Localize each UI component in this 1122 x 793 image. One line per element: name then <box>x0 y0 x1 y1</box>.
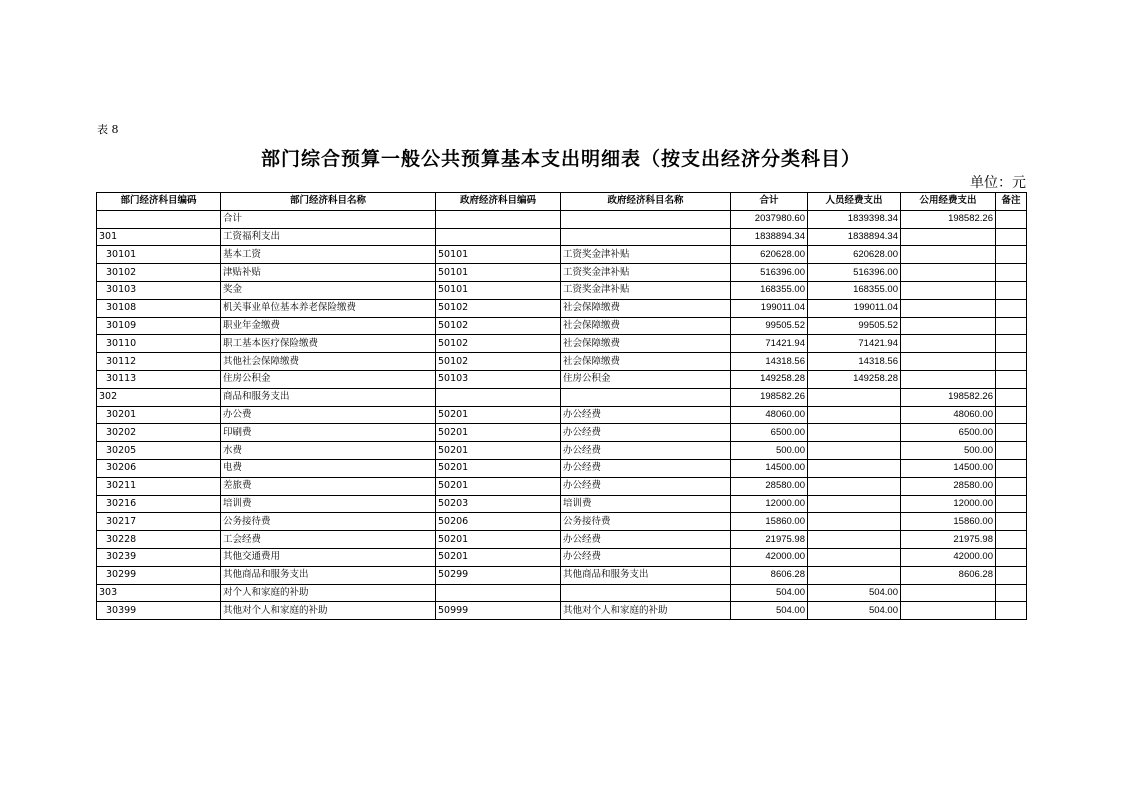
header-gov-code: 政府经济科目编码 <box>436 193 561 211</box>
cell-gov-code: 50101 <box>436 246 561 264</box>
cell-gov-name: 培训费 <box>561 495 731 513</box>
cell-public <box>901 299 996 317</box>
cell-note <box>996 317 1027 335</box>
cell-note <box>996 228 1027 246</box>
cell-personnel <box>808 406 901 424</box>
cell-dept-code: 30399 <box>97 602 221 620</box>
table-row <box>97 299 1027 317</box>
cell-dept-name: 合计 <box>221 210 436 228</box>
cell-total: 28580.00 <box>731 477 808 495</box>
cell-personnel: 1838894.34 <box>808 228 901 246</box>
cell-total: 21975.98 <box>731 531 808 549</box>
table-row <box>97 459 1027 477</box>
unit-label: 单位：元 <box>970 175 1026 191</box>
cell-dept-name: 公务接待费 <box>221 513 436 531</box>
cell-dept-code: 301 <box>97 228 221 246</box>
cell-total: 500.00 <box>731 442 808 460</box>
cell-gov-code: 50299 <box>436 566 561 584</box>
cell-gov-code <box>436 388 561 406</box>
table-row <box>97 317 1027 335</box>
cell-personnel: 620628.00 <box>808 246 901 264</box>
header-note: 备注 <box>996 193 1027 211</box>
table-row <box>97 495 1027 513</box>
cell-personnel <box>808 442 901 460</box>
cell-gov-code: 50201 <box>436 548 561 566</box>
cell-dept-name: 职工基本医疗保险缴费 <box>221 335 436 353</box>
cell-note <box>996 477 1027 495</box>
cell-dept-code: 30113 <box>97 370 221 388</box>
cell-gov-name: 办公经费 <box>561 424 731 442</box>
cell-gov-name: 工资奖金津补贴 <box>561 264 731 282</box>
cell-gov-code: 50203 <box>436 495 561 513</box>
cell-total: 504.00 <box>731 602 808 620</box>
table-row <box>97 584 1027 602</box>
cell-gov-name: 其他对个人和家庭的补助 <box>561 602 731 620</box>
cell-public: 28580.00 <box>901 477 996 495</box>
cell-public <box>901 246 996 264</box>
cell-personnel: 99505.52 <box>808 317 901 335</box>
cell-total: 1838894.34 <box>731 228 808 246</box>
cell-total: 42000.00 <box>731 548 808 566</box>
cell-public: 198582.26 <box>901 210 996 228</box>
cell-gov-name: 工资奖金津补贴 <box>561 281 731 299</box>
cell-note <box>996 442 1027 460</box>
table-row <box>97 424 1027 442</box>
cell-dept-code: 30228 <box>97 531 221 549</box>
cell-note <box>996 388 1027 406</box>
cell-gov-code: 50201 <box>436 424 561 442</box>
table-row <box>97 370 1027 388</box>
table-row <box>97 264 1027 282</box>
cell-personnel <box>808 388 901 406</box>
table-row <box>97 210 1027 228</box>
cell-note <box>996 566 1027 584</box>
cell-note <box>996 513 1027 531</box>
cell-dept-code: 30102 <box>97 264 221 282</box>
header-dept-name: 部门经济科目名称 <box>221 193 436 211</box>
cell-dept-name: 津贴补贴 <box>221 264 436 282</box>
cell-personnel <box>808 459 901 477</box>
cell-note <box>996 353 1027 371</box>
cell-personnel <box>808 566 901 584</box>
cell-gov-name <box>561 388 731 406</box>
header-personnel: 人员经费支出 <box>808 193 901 211</box>
cell-note <box>996 602 1027 620</box>
cell-public <box>901 228 996 246</box>
cell-total: 149258.28 <box>731 370 808 388</box>
header-public: 公用经费支出 <box>901 193 996 211</box>
table-row <box>97 531 1027 549</box>
table-number: 表 8 <box>97 123 119 136</box>
cell-gov-code <box>436 584 561 602</box>
cell-personnel: 504.00 <box>808 602 901 620</box>
cell-public: 42000.00 <box>901 548 996 566</box>
cell-dept-name: 职业年金缴费 <box>221 317 436 335</box>
cell-gov-name: 办公经费 <box>561 406 731 424</box>
cell-note <box>996 246 1027 264</box>
cell-gov-code: 50101 <box>436 264 561 282</box>
cell-dept-name: 水费 <box>221 442 436 460</box>
cell-dept-code: 30239 <box>97 548 221 566</box>
cell-public <box>901 335 996 353</box>
cell-total: 2037980.60 <box>731 210 808 228</box>
cell-note <box>996 210 1027 228</box>
cell-gov-name: 工资奖金津补贴 <box>561 246 731 264</box>
cell-gov-name: 办公经费 <box>561 531 731 549</box>
cell-gov-code: 50201 <box>436 531 561 549</box>
cell-total: 198582.26 <box>731 388 808 406</box>
cell-gov-code: 50102 <box>436 317 561 335</box>
cell-gov-code: 50201 <box>436 442 561 460</box>
cell-total: 48060.00 <box>731 406 808 424</box>
cell-dept-name: 奖金 <box>221 281 436 299</box>
cell-personnel: 199011.04 <box>808 299 901 317</box>
cell-gov-name: 住房公积金 <box>561 370 731 388</box>
cell-total: 14500.00 <box>731 459 808 477</box>
cell-dept-name: 印刷费 <box>221 424 436 442</box>
cell-gov-name: 公务接待费 <box>561 513 731 531</box>
cell-personnel: 168355.00 <box>808 281 901 299</box>
cell-gov-code: 50201 <box>436 459 561 477</box>
cell-total: 199011.04 <box>731 299 808 317</box>
header-row <box>97 193 1027 211</box>
cell-note <box>996 264 1027 282</box>
cell-public: 15860.00 <box>901 513 996 531</box>
cell-note <box>996 424 1027 442</box>
cell-total: 6500.00 <box>731 424 808 442</box>
cell-public: 12000.00 <box>901 495 996 513</box>
cell-personnel <box>808 531 901 549</box>
cell-public <box>901 584 996 602</box>
cell-dept-code <box>97 210 221 228</box>
cell-total: 15860.00 <box>731 513 808 531</box>
cell-dept-name: 机关事业单位基本养老保险缴费 <box>221 299 436 317</box>
table-row <box>97 281 1027 299</box>
cell-note <box>996 370 1027 388</box>
table-row <box>97 477 1027 495</box>
cell-public <box>901 264 996 282</box>
cell-personnel: 516396.00 <box>808 264 901 282</box>
cell-gov-code: 50101 <box>436 281 561 299</box>
table-row <box>97 442 1027 460</box>
table-row <box>97 353 1027 371</box>
cell-dept-name: 电费 <box>221 459 436 477</box>
table-row <box>97 602 1027 620</box>
cell-gov-code: 50201 <box>436 477 561 495</box>
cell-personnel: 71421.94 <box>808 335 901 353</box>
cell-total: 99505.52 <box>731 317 808 335</box>
cell-gov-name <box>561 584 731 602</box>
cell-total: 516396.00 <box>731 264 808 282</box>
cell-note <box>996 406 1027 424</box>
cell-gov-code <box>436 228 561 246</box>
cell-dept-name: 基本工资 <box>221 246 436 264</box>
cell-dept-code: 30101 <box>97 246 221 264</box>
cell-personnel <box>808 495 901 513</box>
cell-dept-name: 其他商品和服务支出 <box>221 566 436 584</box>
cell-personnel: 1839398.34 <box>808 210 901 228</box>
cell-gov-name: 社会保障缴费 <box>561 317 731 335</box>
cell-dept-name: 差旅费 <box>221 477 436 495</box>
cell-total: 14318.56 <box>731 353 808 371</box>
cell-gov-name: 办公经费 <box>561 548 731 566</box>
cell-total: 71421.94 <box>731 335 808 353</box>
cell-public: 198582.26 <box>901 388 996 406</box>
cell-personnel <box>808 477 901 495</box>
cell-public: 6500.00 <box>901 424 996 442</box>
cell-gov-name <box>561 228 731 246</box>
cell-dept-code: 30206 <box>97 459 221 477</box>
cell-public <box>901 317 996 335</box>
cell-dept-name: 对个人和家庭的补助 <box>221 584 436 602</box>
cell-dept-name: 工资福利支出 <box>221 228 436 246</box>
cell-personnel <box>808 548 901 566</box>
cell-personnel: 149258.28 <box>808 370 901 388</box>
cell-dept-name: 其他对个人和家庭的补助 <box>221 602 436 620</box>
cell-dept-code: 30299 <box>97 566 221 584</box>
table-row <box>97 513 1027 531</box>
cell-dept-code: 302 <box>97 388 221 406</box>
cell-total: 12000.00 <box>731 495 808 513</box>
cell-gov-code <box>436 210 561 228</box>
cell-public <box>901 281 996 299</box>
cell-personnel: 14318.56 <box>808 353 901 371</box>
cell-dept-name: 住房公积金 <box>221 370 436 388</box>
cell-dept-code: 30112 <box>97 353 221 371</box>
cell-gov-code: 50999 <box>436 602 561 620</box>
page-title: 部门综合预算一般公共预算基本支出明细表（按支出经济分类科目） <box>260 148 861 170</box>
cell-dept-code: 303 <box>97 584 221 602</box>
cell-note <box>996 531 1027 549</box>
cell-gov-name <box>561 210 731 228</box>
cell-dept-code: 30109 <box>97 317 221 335</box>
cell-dept-code: 30103 <box>97 281 221 299</box>
cell-gov-name: 社会保障缴费 <box>561 299 731 317</box>
table-row <box>97 228 1027 246</box>
cell-gov-name: 办公经费 <box>561 459 731 477</box>
cell-note <box>996 335 1027 353</box>
cell-note <box>996 548 1027 566</box>
cell-dept-name: 其他交通费用 <box>221 548 436 566</box>
table-body <box>97 210 1027 619</box>
cell-dept-code: 30217 <box>97 513 221 531</box>
cell-note <box>996 584 1027 602</box>
cell-total: 620628.00 <box>731 246 808 264</box>
cell-note <box>996 495 1027 513</box>
cell-public: 21975.98 <box>901 531 996 549</box>
cell-personnel: 504.00 <box>808 584 901 602</box>
cell-dept-code: 30108 <box>97 299 221 317</box>
cell-personnel <box>808 513 901 531</box>
cell-public <box>901 602 996 620</box>
cell-dept-name: 其他社会保障缴费 <box>221 353 436 371</box>
cell-dept-code: 30211 <box>97 477 221 495</box>
cell-public: 14500.00 <box>901 459 996 477</box>
cell-dept-code: 30202 <box>97 424 221 442</box>
cell-dept-code: 30201 <box>97 406 221 424</box>
cell-gov-code: 50206 <box>436 513 561 531</box>
table-row <box>97 335 1027 353</box>
cell-total: 168355.00 <box>731 281 808 299</box>
table-row <box>97 548 1027 566</box>
cell-gov-code: 50102 <box>436 299 561 317</box>
cell-public: 48060.00 <box>901 406 996 424</box>
cell-gov-name: 其他商品和服务支出 <box>561 566 731 584</box>
cell-gov-name: 办公经费 <box>561 442 731 460</box>
cell-dept-name: 工会经费 <box>221 531 436 549</box>
cell-note <box>996 281 1027 299</box>
cell-total: 8606.28 <box>731 566 808 584</box>
cell-gov-name: 社会保障缴费 <box>561 335 731 353</box>
cell-gov-name: 办公经费 <box>561 477 731 495</box>
cell-note <box>996 299 1027 317</box>
cell-dept-name: 培训费 <box>221 495 436 513</box>
cell-gov-code: 50102 <box>436 335 561 353</box>
cell-personnel <box>808 424 901 442</box>
header-gov-name: 政府经济科目名称 <box>561 193 731 211</box>
cell-public: 500.00 <box>901 442 996 460</box>
table-row <box>97 566 1027 584</box>
cell-public <box>901 370 996 388</box>
cell-public <box>901 353 996 371</box>
cell-gov-name: 社会保障缴费 <box>561 353 731 371</box>
cell-total: 504.00 <box>731 584 808 602</box>
table-row <box>97 246 1027 264</box>
table-row <box>97 406 1027 424</box>
cell-dept-name: 办公费 <box>221 406 436 424</box>
cell-gov-code: 50102 <box>436 353 561 371</box>
cell-gov-code: 50103 <box>436 370 561 388</box>
cell-dept-name: 商品和服务支出 <box>221 388 436 406</box>
cell-public: 8606.28 <box>901 566 996 584</box>
cell-dept-code: 30216 <box>97 495 221 513</box>
expenditure-detail-table <box>96 192 1027 620</box>
cell-dept-code: 30110 <box>97 335 221 353</box>
table-row <box>97 388 1027 406</box>
cell-note <box>996 459 1027 477</box>
cell-dept-code: 30205 <box>97 442 221 460</box>
header-total: 合计 <box>731 193 808 211</box>
header-dept-code: 部门经济科目编码 <box>97 193 221 211</box>
cell-gov-code: 50201 <box>436 406 561 424</box>
